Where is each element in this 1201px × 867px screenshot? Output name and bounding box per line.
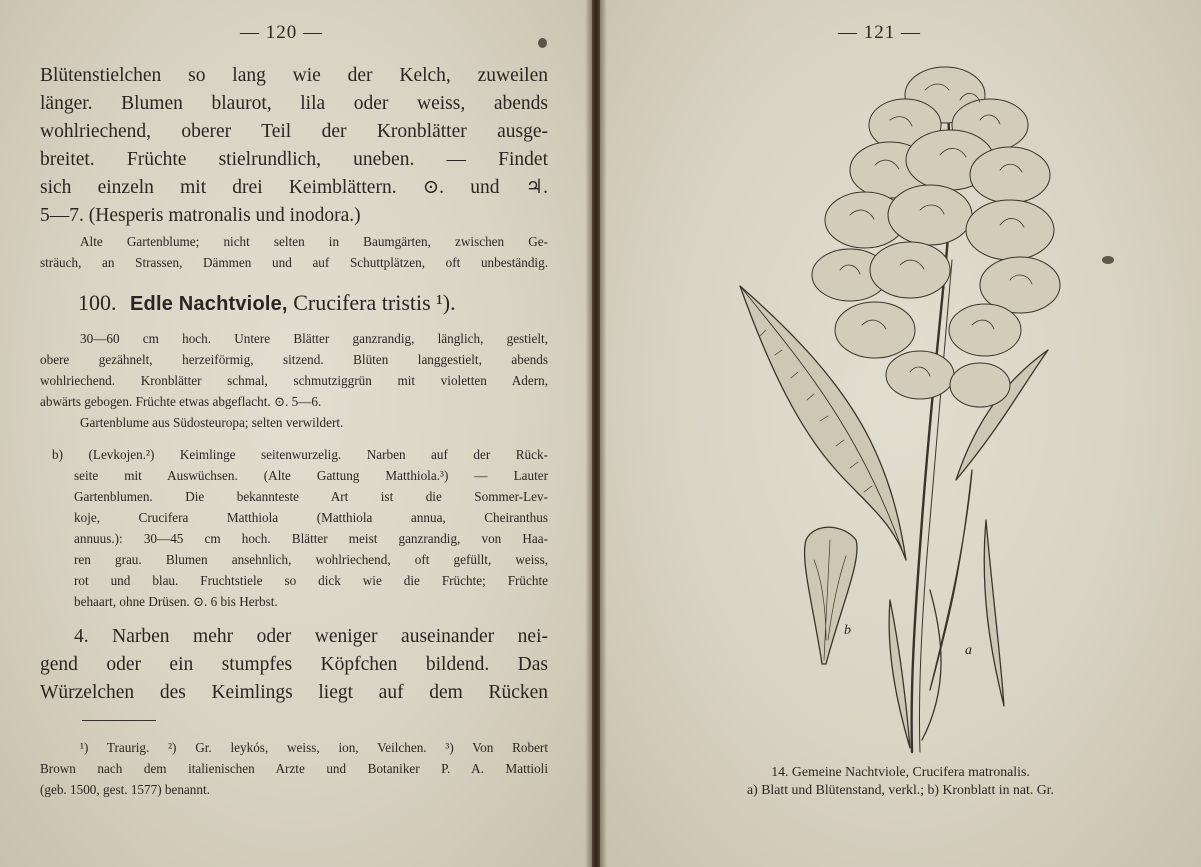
footnote-line: ¹) Traurig. ²) Gr. leykós, weiss, ion, Veilchen. ³) Von Robert [80,740,548,755]
text-line: wohlriechend. Kronblätter schmal, schmutziggrün mit violetten Adern, [40,373,548,388]
footnotes [40,737,548,800]
text-line: ren grau. Blumen ansehnlich, wohlriechend, oft gefüllt, weiss, [74,552,548,567]
footnote-line: (geb. 1500, gest. 1577) benannt. [40,782,210,797]
right-page [600,0,1201,867]
text-line: 4. Narben mehr oder weniger auseinander nei- [74,626,548,647]
species-latin-name: Crucifera tristis ¹). [293,290,456,315]
footnote-line: Brown nach dem italienischen Arzte und Botaniker P. A. Mattioli [40,761,548,776]
habitat-note [40,231,548,273]
text-line: Blütenstielchen so lang wie der Kelch, zuweilen [40,65,548,86]
text-line: wohlriechend, oberer Teil der Kronblätter ausge- [40,121,548,142]
figure-label-a: a [965,643,972,658]
text-line: gend oder ein stumpfes Köpfchen bildend. Das [40,654,548,675]
page-number-right: — 121 — [838,22,921,43]
text-line: länger. Blumen blaurot, lila oder weiss, abends [40,93,548,114]
page-number-left: — 120 — [240,22,323,43]
text-line: abwärts gebogen. Früchte etwas abgeflacht. ⊙. 5—6. [40,394,322,409]
footnote-rule [82,720,156,721]
ink-spot [1102,256,1114,264]
caption-line: 14. Gemeine Nachtviole, Crucifera matronalis. [771,764,1030,779]
text-line: Würzelchen des Keimlings liegt auf dem Rücken [40,682,548,703]
caption-line: a) Blatt und Blütenstand, verkl.; b) Kronblatt in nat. Gr. [747,782,1054,797]
figure-label-b: b [844,623,851,638]
text-line: Gartenblume aus Südosteuropa; selten verwildert. [80,415,344,430]
text-line: sträuch, an Strassen, Dämmen und auf Schuttplätzen, oft unbeständig. [40,255,548,270]
ink-spot [538,38,547,48]
figure-caption [640,763,1161,799]
text-line: rot und blau. Fruchtstiele so dick wie die Früchte; Früchte [74,573,548,588]
text-line: Gartenblumen. Die bekannteste Art ist die Sommer-Lev- [74,489,548,504]
text-line: breitet. Früchte stielrundlich, uneben. — Findet [40,149,548,170]
species-description [40,328,548,433]
text-line: 30—60 cm hoch. Untere Blätter ganzrandig, länglich, gestielt, [80,331,548,346]
species-common-name: Edle Nachtviole, [130,293,288,315]
left-page [0,0,592,867]
book-gutter [585,0,607,867]
text-line: Alte Gartenblume; nicht selten in Baumgärten, zwischen Ge- [80,234,548,249]
text-line: b) (Levkojen.²) Keimlinge seitenwurzelig. Narben auf der Rück- [52,447,548,462]
species-number: 100. [78,290,117,315]
text-line: annuus.): 30—45 cm hoch. Blätter meist ganzrandig, von Haa- [74,531,548,546]
top-paragraph [40,62,548,230]
text-line: behaart, ohne Drüsen. ⊙. 6 bis Herbst. [74,594,278,609]
section-4 [40,623,548,707]
section-b [40,444,548,612]
text-line: 5—7. (Hesperis matronalis und inodora.) [40,205,361,226]
text-line: koje, Crucifera Matthiola (Matthiola annua, Cheiranthus [74,510,548,525]
text-line: sich einzeln mit drei Keimblättern. ⊙. und ♃. [40,177,548,198]
text-line: obere gezähnelt, herzeiförmig, sitzend. Blüten langgestielt, abends [40,352,548,367]
text-line: seite mit Auswüchsen. (Alte Gattung Matthiola.³) — Lauter [74,468,548,483]
botanical-illustration [600,0,1201,760]
species-heading [78,290,456,316]
